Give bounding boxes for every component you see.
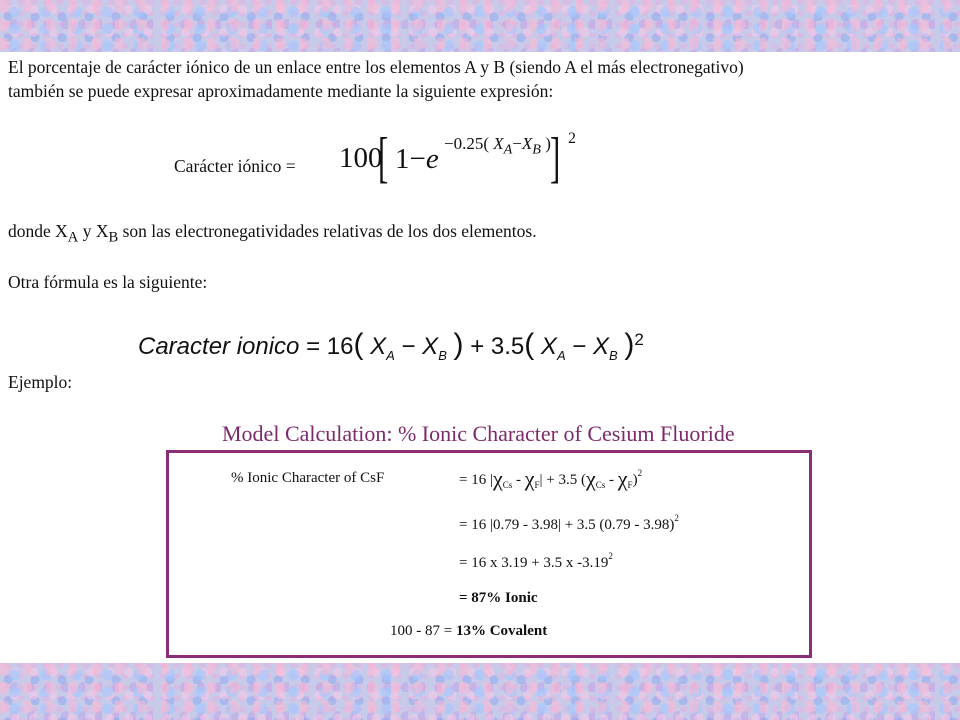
formula1-power: 2 bbox=[568, 130, 576, 147]
decorative-bottom-band bbox=[0, 663, 960, 720]
formula-ionic-character-exponential bbox=[174, 124, 594, 194]
calc-row-3: = 16 x 3.19 + 3.5 x -3.19$^2$ bbox=[459, 551, 613, 571]
formula1-open-bracket: [ bbox=[378, 127, 389, 189]
decorative-top-band bbox=[0, 0, 960, 52]
calc-row-1: = 16 $|\chi_{Cs} - \chi_F| + 3.5$ $(\chi_{Cs} - \chi_F)^2$ bbox=[459, 466, 643, 491]
formula-ionic-character-polynomial: Caracter ionico = 16( $X_A - X_B$ ) + 3.5( $X_A - X_B$ )$^2$ bbox=[138, 328, 644, 363]
calc-row-5: 100 - 87 = 13% Covalent bbox=[390, 623, 548, 639]
formula1-exponent: −0.25( $X_A-X_B$ ) bbox=[444, 134, 551, 158]
otra-formula-text: Otra fórmula es la siguiente: bbox=[8, 272, 208, 292]
intro-line-1: El porcentaje de carácter iónico de un enlace entre los elementos A y B (siendo A el más electronegativo) bbox=[8, 57, 744, 77]
model-calculation-box bbox=[166, 450, 812, 658]
donde-text: donde $X_A$ y $X_B$ son las electronegatividades relativas de los dos elementos. bbox=[8, 221, 537, 246]
formula1-label: Carácter iónico = bbox=[174, 156, 296, 176]
calc-row-label: % Ionic Character of CsF bbox=[231, 470, 385, 486]
ejemplo-text: Ejemplo: bbox=[8, 372, 73, 392]
slide-content bbox=[0, 52, 960, 663]
calc-row-4: = 87% Ionic bbox=[459, 590, 538, 606]
model-calculation-title: Model Calculation: % Ionic Character of Cesium Fluoride bbox=[222, 421, 735, 446]
intro-line-2: también se puede expresar aproximadamente mediante la siguiente expresión: bbox=[8, 81, 554, 101]
formula1-close-bracket: ] bbox=[550, 127, 561, 189]
formula1-body: 1−e bbox=[395, 143, 439, 175]
calc-row-2: = 16 |0.79 - 3.98| + 3.5 (0.79 - 3.98)$^2$ bbox=[459, 513, 679, 533]
formula1-factor: 100 bbox=[339, 142, 383, 174]
